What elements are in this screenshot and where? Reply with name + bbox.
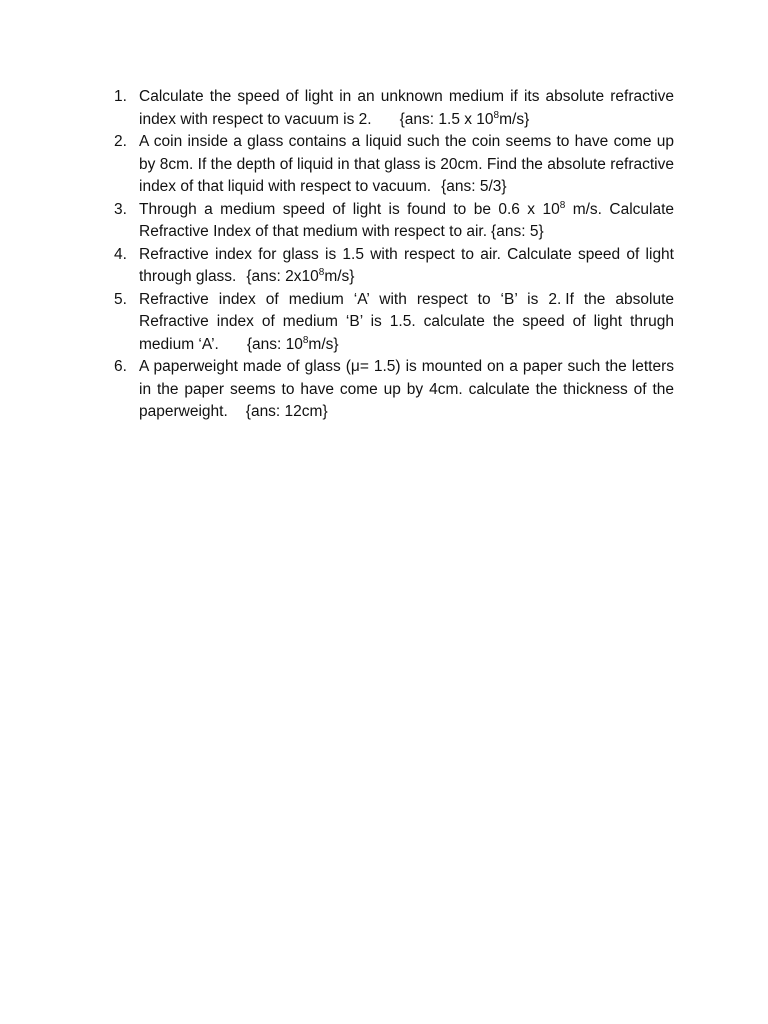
question-number: 1. bbox=[114, 88, 127, 105]
question-number: 2. bbox=[114, 133, 127, 150]
question-number: 6. bbox=[114, 358, 127, 375]
question-number: 3. bbox=[114, 200, 127, 218]
question-number: 5. bbox=[114, 290, 127, 308]
question-list bbox=[114, 86, 674, 424]
question-statement-continued: If the absolute Refractive index of medium ‘B’ is 1.5. calculate the speed of light thrugh medium ‘A’. bbox=[139, 290, 675, 353]
question-statement: Refractive index for glass is 1.5 with respect to air. Calculate speed of light through glass. bbox=[139, 245, 674, 285]
question-text bbox=[139, 86, 674, 131]
question-statement: Through a medium speed of light is found to be 0.6 x $10^8$ m/s. Calculate Refractive Index of that medium with respect to air. bbox=[139, 199, 674, 240]
question-statement: Refractive index of medium ‘A’ with respect to ‘B’ is 2. bbox=[139, 290, 562, 308]
question-text bbox=[139, 199, 674, 244]
answer-text: {ans: 12cm} bbox=[245, 403, 328, 420]
question-item bbox=[114, 86, 674, 131]
exponent: 8 bbox=[493, 109, 500, 121]
question-text bbox=[139, 244, 674, 289]
answer-text: {ans: $2x10^8m/s$} bbox=[246, 267, 355, 285]
question-item bbox=[114, 356, 674, 424]
question-statement: A paperweight made of glass (μ= 1.5) is mounted on a paper such the letters in the paper seems to have come up by 4cm. calculate the thickness of the paperweight. bbox=[139, 358, 674, 420]
question-text bbox=[139, 131, 674, 199]
answer-text: {ans: $10^8m/s$} bbox=[246, 334, 339, 353]
question-item bbox=[114, 289, 674, 357]
question-text bbox=[139, 289, 674, 357]
question-item bbox=[114, 199, 674, 244]
answer-text: {ans: 1.5 x $10^8m/s$} bbox=[399, 109, 530, 128]
question-item bbox=[114, 244, 674, 289]
exponent: 8 bbox=[559, 199, 566, 211]
answer-text: {ans: 5} bbox=[491, 223, 544, 240]
question-statement: Calculate the speed of light in an unknown medium if its absolute refractive index with respect to vacuum is 2. bbox=[139, 88, 674, 128]
question-item bbox=[114, 131, 674, 199]
question-number: 4. bbox=[114, 245, 127, 263]
exponent: 8 bbox=[302, 334, 309, 346]
question-statement: A coin inside a glass contains a liquid such the coin seems to have come up by 8cm. If the depth of liquid in that glass is 20cm. Find the absolute refractive index of that liquid with respect to vacuum. bbox=[139, 133, 674, 195]
answer-text: {ans: 5/3} bbox=[441, 178, 507, 195]
exponent: 8 bbox=[318, 267, 325, 278]
question-text bbox=[139, 356, 674, 424]
